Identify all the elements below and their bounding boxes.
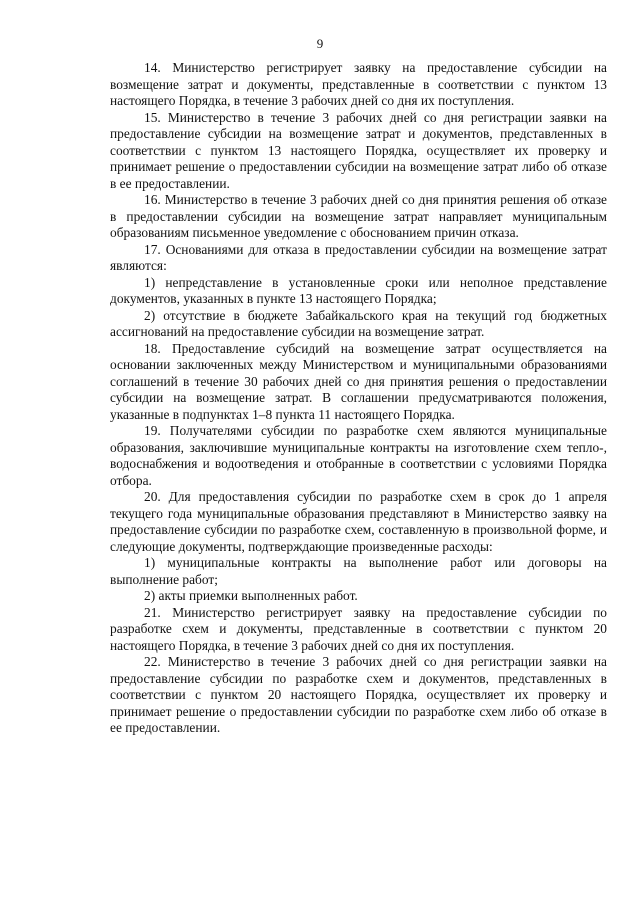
document-body — [110, 60, 607, 737]
page-number: 9 — [316, 36, 324, 51]
paragraph-22: 22. Министерство в течение 3 рабочих дней со дня регистрации заявки на предоставление субсидии по разработке схем и документов, представленных в соответствии с пунктом 20 настоящего Порядка, осуществляет их проверку и принимает решение о предоставлении субсидии по разработке схем либо об отказе в ее предоставлении. — [110, 654, 607, 735]
paragraph-21: 21. Министерство регистрирует заявку на предоставление субсидии по разработке схем и документы, представленные в соответствии с пунктом 20 настоящего Порядка, в течение 3 рабочих дней со дня их поступления. — [110, 604, 607, 653]
paragraph-19: 19. Получателями субсидии по разработке схем являются муниципальные образования, заключившие муниципальные контракты на изготовление схем тепло-, водоснабжения и водоотведения и отобранные в соответствии с условиями Порядка отбора. — [110, 423, 607, 488]
paragraph-17-item-1: 1) непредставление в установленные сроки или неполное представление документов, указанных в пункте 13 настоящего Порядка; — [110, 274, 607, 306]
paragraph-20-item-1: 1) муниципальные контракты на выполнение работ или договоры на выполнение работ; — [110, 555, 607, 587]
paragraph-17: 17. Основаниями для отказа в предоставлении субсидии на возмещение затрат являются: — [110, 241, 607, 273]
paragraph-16: 16. Министерство в течение 3 рабочих дней со дня принятия решения об отказе в предоставлении субсидии на возмещение затрат направляет муниципальным образованиям письменное уведомление с обоснованием причин отказа. — [110, 192, 607, 240]
paragraph-18: 18. Предоставление субсидий на возмещение затрат осуществляется на основании заключенных между Министерством и муниципальными образованиями соглашений в течение 30 рабочих дней со дня принятия решения о предоставлении субсидии на возмещение затрат. В соглашении предусматриваются положения, указанные в подпунктах 1–8 пункта 11 настоящего Порядка. — [110, 340, 607, 422]
paragraph-20-item-2: 2) акты приемки выполненных работ. — [144, 588, 358, 603]
paragraph-14: 14. Министерство регистрирует заявку на предоставление субсидии на возмещение затрат и документы, представленные в соответствии с пунктом 13 настоящего Порядка, в течение 3 рабочих дней со дня их поступления. — [110, 60, 607, 108]
paragraph-15: 15. Министерство в течение 3 рабочих дней со дня регистрации заявки на предоставление субсидии на возмещение затрат и документов, представленных в соответствии с пунктом 13 настоящего Порядка, осуществляет их проверку и принимает решение о предоставлении субсидии на возмещение затрат либо об отказе в ее предоставлении. — [110, 109, 607, 191]
paragraph-20: 20. Для предоставления субсидии по разработке схем в срок до 1 апреля текущего года муниципальные образования представляют в Министерство заявку на предоставление субсидии по разработке схем, составленную в произвольной форме, и следующие документы, подтверждающие произведенные расходы: — [110, 489, 607, 554]
paragraph-17-item-2: 2) отсутствие в бюджете Забайкальского края на текущий год бюджетных ассигнований на предоставление субсидии на возмещение затрат. — [110, 307, 607, 339]
